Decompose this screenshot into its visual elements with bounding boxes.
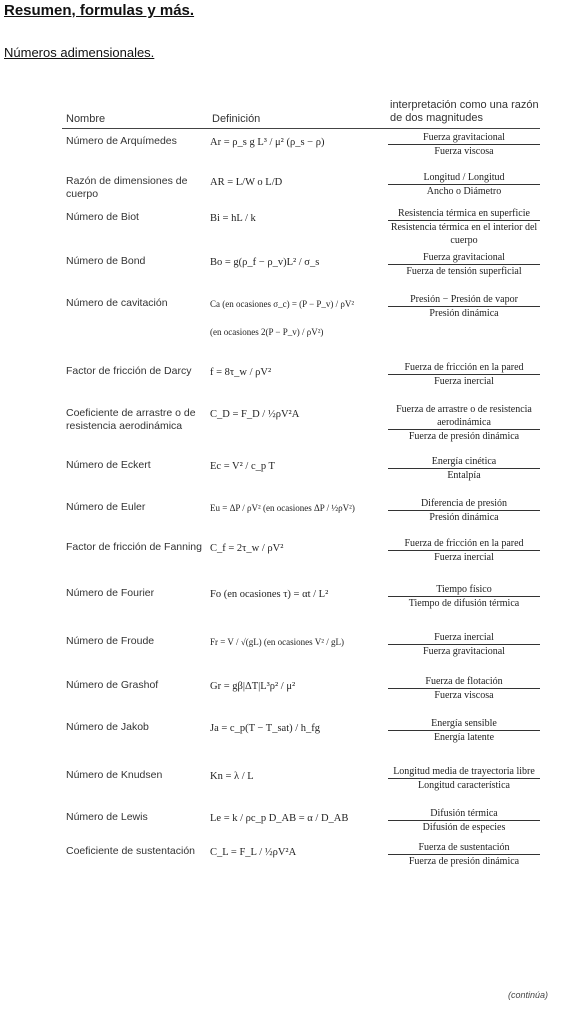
table-row <box>62 291 540 319</box>
interpretation-fraction <box>388 717 540 744</box>
interpretation-denominator: Energía latente <box>433 732 495 743</box>
interpretation-numerator: Fuerza de arrastre o de resistencia aerodinámica <box>388 403 540 430</box>
row-definition: (en ocasiones 2(P − P_v) / ρV²) <box>210 327 324 337</box>
row-definition: Gr = gβ|ΔT|L³ρ² / μ² <box>210 681 296 692</box>
row-definition: Fr = V / √(gL) (en ocasiones V² / gL) <box>210 637 344 647</box>
interpretation-fraction <box>388 361 540 388</box>
row-definition: C_f = 2τ_w / ρV² <box>210 543 284 554</box>
row-interpretation <box>388 841 540 868</box>
row-definition: Eu = ΔP / ρV² (en ocasiones ΔP / ½ρV²) <box>210 503 355 513</box>
interpretation-fraction <box>388 207 540 247</box>
table-row <box>62 453 540 495</box>
table-header <box>62 94 540 129</box>
row-interpretation <box>388 131 540 158</box>
row-interpretation <box>388 537 540 564</box>
row-interpretation <box>388 251 540 278</box>
interpretation-fraction <box>388 403 540 443</box>
interpretation-denominator: Longitud característica <box>418 780 510 791</box>
interpretation-fraction <box>388 171 540 198</box>
interpretation-numerator: Fuerza gravitacional <box>388 251 540 265</box>
table-row <box>62 205 540 249</box>
interpretation-numerator: Energía sensible <box>388 717 540 731</box>
row-interpretation <box>388 631 540 658</box>
row-name: Número de Euler <box>66 501 146 513</box>
interpretation-fraction <box>388 583 540 610</box>
interpretation-numerator: Presión − Presión de vapor <box>388 293 540 307</box>
row-name: Número de Arquímedes <box>66 135 177 147</box>
interpretation-denominator: Fuerza de tensión superficial <box>406 266 522 277</box>
interpretation-denominator: Fuerza inercial <box>434 552 494 563</box>
section-subtitle: Números adimensionales. <box>4 45 155 60</box>
row-definition: C_D = F_D / ½ρV²A <box>210 409 300 420</box>
interpretation-numerator: Fuerza de flotación <box>388 675 540 689</box>
table-row <box>62 129 540 169</box>
header-name: Nombre <box>66 113 106 125</box>
header-definition: Definición <box>212 113 261 125</box>
interpretation-denominator: Presión dinámica <box>429 512 499 523</box>
interpretation-denominator: Fuerza de presión dinámica <box>408 856 520 867</box>
interpretation-denominator: Tiempo de difusión térmica <box>408 598 520 609</box>
table-row <box>62 839 540 879</box>
row-name: Número de Fourier <box>66 587 155 599</box>
interpretation-numerator: Difusión térmica <box>388 807 540 821</box>
interpretation-numerator: Fuerza inercial <box>388 631 540 645</box>
interpretation-denominator: Fuerza de presión dinámica <box>408 431 520 442</box>
row-definition: Bi = hL / k <box>210 213 256 224</box>
row-name: Número de Knudsen <box>66 769 163 781</box>
interpretation-denominator: Presión dinámica <box>429 308 499 319</box>
interpretation-fraction <box>388 497 540 524</box>
row-definition: C_L = F_L / ½ρV²A <box>210 847 297 858</box>
table-row <box>62 319 540 359</box>
interpretation-denominator: Fuerza gravitacional <box>423 646 505 657</box>
row-definition: Bo = g(ρ_f − ρ_v)L² / σ_s <box>210 257 320 268</box>
table-row <box>62 581 540 629</box>
interpretation-fraction <box>388 537 540 564</box>
row-name: Coeficiente de arrastre o de resistencia aerodinámica <box>66 407 196 432</box>
interpretation-numerator: Tiempo físico <box>388 583 540 597</box>
row-interpretation <box>388 497 540 524</box>
interpretation-fraction <box>388 251 540 278</box>
row-name: Número de Grashof <box>66 679 159 691</box>
row-interpretation <box>388 455 540 482</box>
table-row <box>62 359 540 401</box>
interpretation-numerator: Resistencia térmica en superficie <box>388 207 540 221</box>
interpretation-fraction <box>388 807 540 834</box>
row-interpretation <box>388 807 540 834</box>
row-definition: Ar = ρ_s g L³ / μ² (ρ_s − ρ) <box>210 137 325 148</box>
interpretation-numerator: Longitud media de trayectoria libre <box>388 765 540 779</box>
row-interpretation <box>388 675 540 702</box>
row-name: Número de Froude <box>66 635 155 647</box>
interpretation-fraction <box>388 631 540 658</box>
interpretation-denominator: Fuerza inercial <box>434 376 494 387</box>
row-interpretation <box>388 361 540 388</box>
row-interpretation <box>388 717 540 744</box>
row-definition: Ja = c_p(T − T_sat) / h_fg <box>210 723 321 734</box>
table-row <box>62 763 540 805</box>
interpretation-fraction <box>388 131 540 158</box>
row-name: Factor de fricción de Darcy <box>66 365 192 377</box>
row-name: Factor de fricción de Fanning <box>66 541 202 553</box>
table-row <box>62 629 540 673</box>
row-definition: f = 8τ_w / ρV² <box>210 367 272 378</box>
row-interpretation <box>388 171 540 198</box>
row-name: Número de Eckert <box>66 459 151 471</box>
header-interpretation: interpretación como una razón de dos magnitudes <box>390 99 539 124</box>
table-body <box>62 129 540 879</box>
interpretation-denominator: Fuerza viscosa <box>434 146 494 157</box>
table-row <box>62 169 540 205</box>
interpretation-numerator: Fuerza de fricción en la pared <box>388 361 540 375</box>
row-name: Número de Biot <box>66 211 139 223</box>
table-row <box>62 495 540 535</box>
interpretation-denominator: Entalpía <box>447 470 481 481</box>
interpretation-fraction <box>388 765 540 792</box>
table-row <box>62 715 540 763</box>
continued-note: (continúa) <box>507 990 548 1000</box>
interpretation-denominator: Fuerza viscosa <box>434 690 494 701</box>
interpretation-denominator: Ancho o Diámetro <box>426 186 502 197</box>
row-definition: Le = k / ρc_p D_AB = α / D_AB <box>210 813 349 824</box>
row-definition: Ca (en ocasiones σ_c) = (P − P_v) / ρV² <box>210 299 355 309</box>
interpretation-denominator: Difusión de especies <box>422 822 506 833</box>
row-interpretation <box>388 583 540 610</box>
row-name: Razón de dimensiones de cuerpo <box>66 175 188 200</box>
interpretation-numerator: Fuerza gravitacional <box>388 131 540 145</box>
interpretation-denominator: Resistencia térmica en el interior del cuerpo <box>390 222 538 246</box>
row-interpretation <box>388 403 540 443</box>
interpretation-fraction <box>388 293 540 320</box>
dimensionless-numbers-table <box>62 94 540 879</box>
interpretation-numerator: Fuerza de sustentación <box>388 841 540 855</box>
table-row <box>62 401 540 453</box>
row-interpretation <box>388 293 540 320</box>
interpretation-fraction <box>388 841 540 868</box>
interpretation-numerator: Diferencia de presión <box>388 497 540 511</box>
interpretation-fraction <box>388 455 540 482</box>
row-definition: Ec = V² / c_p T <box>210 461 275 472</box>
row-interpretation <box>388 765 540 792</box>
row-name: Número de Bond <box>66 255 146 267</box>
interpretation-numerator: Energía cinética <box>388 455 540 469</box>
table-row <box>62 673 540 715</box>
interpretation-fraction <box>388 675 540 702</box>
row-interpretation <box>388 207 540 247</box>
row-definition: AR = L/W o L/D <box>210 177 283 188</box>
document-title: Resumen, formulas y más. <box>4 2 195 19</box>
interpretation-numerator: Longitud / Longitud <box>388 171 540 185</box>
table-row <box>62 249 540 291</box>
table-row <box>62 535 540 581</box>
row-name: Número de cavitación <box>66 297 168 309</box>
row-name: Número de Lewis <box>66 811 148 823</box>
row-definition: Kn = λ / L <box>210 771 254 782</box>
row-name: Número de Jakob <box>66 721 149 733</box>
row-name: Coeficiente de sustentación <box>66 845 195 857</box>
table-row <box>62 805 540 839</box>
row-definition: Fo (en ocasiones τ) = αt / L² <box>210 589 329 600</box>
interpretation-numerator: Fuerza de fricción en la pared <box>388 537 540 551</box>
